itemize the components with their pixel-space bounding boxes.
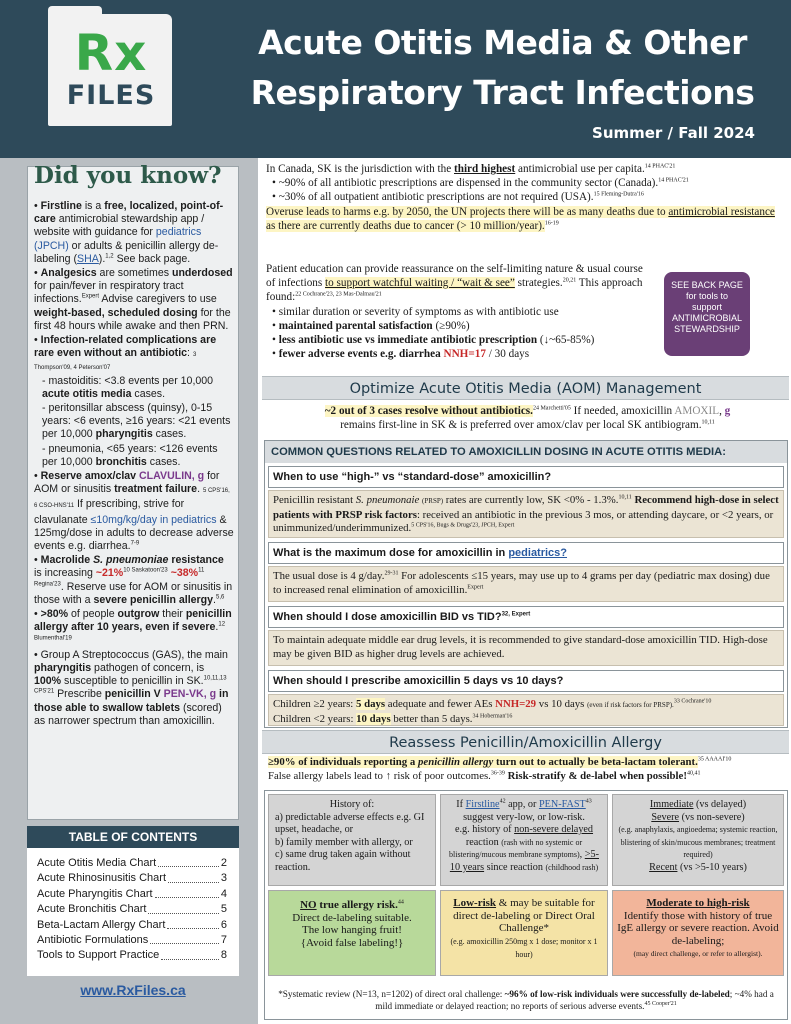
- toc-item[interactable]: [37, 871, 227, 886]
- page-title-line2: Respiratory Tract Infections: [250, 73, 755, 112]
- toc-item[interactable]: [37, 918, 227, 933]
- toc-item-page: 4: [220, 887, 227, 900]
- grid-cell-low-risk: Low-risk & may be suitable for direct de-labeling or Direct Oral Challenge* (e.g. amoxicillin 250mg x 1 dose; monitor x 1 hour): [440, 890, 608, 976]
- toc-item-label: Beta-Lactam Allergy Chart: [37, 918, 166, 931]
- faq-heading: COMMON QUESTIONS RELATED TO AMOXICILLIN DOSING IN ACUTE OTITIS MEDIA:: [265, 441, 787, 463]
- toc-item[interactable]: [37, 948, 227, 963]
- grid-cell-high-risk: Moderate to high-risk Identify those with history of true IgE allergy or severe reaction. Avoid de-labeling; (may direct challenge, or refer to allergist).: [612, 890, 784, 976]
- badge-line: SEE BACK PAGE: [671, 280, 743, 290]
- patient-education-text: Patient education can provide reassurance on the self-limiting nature & usual course of infections to support watchful waiting / “wait & see” strategies.$^{20,21}$ This approach found:$^{22 Cochrane'23, 23 Mas-Dalmau'21}$ • similar duration or severity of symptoms as with antibiotic use • maintained parental satisfaction (≥90%) • less antibiotic use vs immediate antibiotic prescription (↓~65-85%) • fewer adverse events e.g. diarrhea NNH=17 / 30 days: [266, 263, 643, 361]
- toc-item[interactable]: [37, 887, 227, 902]
- logo-rx-text: Rx: [74, 24, 148, 82]
- badge-line: ANTIMICROBIAL: [671, 313, 742, 323]
- faq-answer: Children ≥2 years: 5 days adequate and fewer AEs NNH=29 vs 10 days (even if risk factors for PRSP).$^{33 Cochrane'10}$ Children <2 years: 10 days better than 5 days.$^{34 Hoberman'16}$: [268, 694, 784, 726]
- toc-item-label: Tools to Support Practice: [37, 949, 160, 962]
- grid-cell-no-risk: NO true allergy risk.$^{44}$ Direct de-labeling suitable. The low hanging fruit! {Avoid false labeling!}: [268, 890, 436, 976]
- systematic-review-footnote: *Systematic review (N=13, n=1202) of direct oral challenge: ~96% of low-risk individuals were successfully de-labeled; ~4% had a mild immediate or delayed reaction; no reports of serious adverse events.$^{45 Cooper'21}$: [278, 989, 774, 1011]
- badge-line: for tools to: [685, 291, 729, 301]
- edition-label: Summer / Fall 2024: [592, 124, 755, 142]
- did-you-know-title: Did you know?: [34, 162, 222, 189]
- aom-summary: ~2 out of 3 cases resolve without antibiotics.$^{24 Marchetti'05}$ If needed, amoxicillin AMOXIL, g remains first-line in SK & is preferred over amox/clav per local SK antibiogram.$^{10,11}$: [324, 405, 731, 432]
- did-you-know-body: • Firstline is a free, localized, point-of-care antimicrobial stewardship app / website with guidance for pediatrics (JPCH) or adults & penicillin allergy de-labeling (SHA).$^{1,2}$ See back page. • Analgesics are sometimes underdosed for pain/fever in respiratory tract infections.$^{Expert}$ Advise caregivers to use weight-based, scheduled dosing for the first 48 hours while awake and then PRN. • Infection-related complications are rare even without an antibiotic: 3 Thompson'09, 4 Peterson'07 - mastoiditis: <3.8 events per 10,000 acute otitis media cases. - peritonsillar abscess (quinsy), 0-15 years: <6 events, ≥16 years: <21 events per 10,000 pharyngitis cases. - pneumonia, <65 years: <126 events per 10,000 bronchitis cases. • Reserve amox/clav CLAVULIN, g for AOM or sinusitis treatment failure. 5 CPS'16, 6 CSO-HNS'11 If prescribing, strive for clavulanate ≤10mg/kg/day in pediatrics & 125mg/dose in adults to decrease adverse events e.g. diarrhea.$^{7-9}$ • Macrolide S. pneumoniae resistance is increasing ~21%$^{10 Saskatoon'23}$ ~38%$^{11 Regina'23}$. Reserve use for AOM or sinusitis in those with a severe penicillin allergy.$^{5,6}$ • >80% of people outgrow their penicillin allergy after 10 years, even if severe.$^{12 Blumenthal'19}$ • Group A Streptococcus (GAS), the main pharyngitis pathogen of concern, is 100% susceptible to penicillin in SK.$^{10,11,13 CPS'21}$ Prescribe penicillin V PEN-VK, g in those able to swallow tablets (scored) as narrower spectrum than amoxicillin.: [34, 200, 234, 727]
- allergy-section-heading: Reassess Penicillin/Amoxicillin Allergy: [262, 730, 789, 754]
- faq-question: When to use “high-” vs “standard-dose” amoxicillin?: [268, 466, 784, 488]
- stewardship-badge[interactable]: [664, 272, 750, 356]
- allergy-summary: ≥90% of individuals reporting a penicillin allergy turn out to actually be beta-lactam tolerant.$^{35 AAAAI'10}$ False allergy labels lead to ↑ risk of poor outcomes.$^{36-39}$ Risk-stratify & de-label when possible!$^{40,41}$: [268, 756, 732, 782]
- toc-item-label: Acute Otitis Media Chart: [37, 857, 157, 869]
- intro-text: In Canada, SK is the jurisdiction with the third highest antimicrobial use per capita.$^{14 PHAC'21}$ • ~90% of all antibiotic prescriptions are dispensed in the community sector (Canada).$^{14 PHAC'21}$ • ~30% of all outpatient antibiotic prescriptions are not required (USA).$^{15 Fleming-Dutra'16}$ Overuse leads to harms e.g. by 2050, the UN projects there will be as many deaths due to antimicrobial resistance as there are currently deaths due to cancer (> 10 million/year).$^{16-19}$: [266, 163, 775, 232]
- toc-item-label: Acute Pharyngitis Chart: [37, 887, 153, 900]
- badge-line: STEWARDSHIP: [674, 324, 740, 334]
- faq-answer: To maintain adequate middle ear drug levels, it is recommended to give standard-dose amoxicillin TID. High-dose may be given BID as higher drug levels are achieved.: [268, 630, 784, 666]
- faq-question: When should I dose amoxicillin BID vs TID?$^{32, Expert}$: [268, 606, 784, 628]
- toc-item-page: 5: [220, 903, 227, 916]
- toc-item-page: 3: [220, 872, 227, 885]
- toc-heading: TABLE OF CONTENTS: [27, 826, 239, 848]
- aom-section-heading: Optimize Acute Otitis Media (AOM) Management: [262, 376, 789, 400]
- website-link[interactable]: www.RxFiles.ca: [80, 982, 186, 998]
- table-of-contents: [27, 848, 239, 976]
- toc-item[interactable]: [37, 856, 227, 871]
- toc-item-page: 6: [220, 918, 227, 931]
- grid-cell-history: History of: a) predictable adverse effects e.g. GI upset, headache, or b) family member with allergy, or c) same drug taken again without reaction.: [268, 794, 436, 886]
- badge-line: support: [691, 302, 723, 312]
- grid-cell-lowrisk-tools: If Firstline$^{42}$ app, or PEN-FAST$^{43}$ suggest very-low, or low-risk. e.g. history of non-severe delayed reaction (rash with no systemic or blistering/mucous membrane symptoms), >5-10 years since reaction (childhood rash): [440, 794, 608, 886]
- grid-cell-highrisk-history: Immediate (vs delayed) Severe (vs non-severe) (e.g. anaphylaxis, angioedema; systemic reaction, blistering of skin/mucous membranes; treatment required) Recent (vs >5-10 years): [612, 794, 784, 886]
- logo-files-text: FILES: [66, 80, 156, 111]
- toc-item-label: Acute Rhinosinusitis Chart: [37, 872, 167, 885]
- toc-item-label: Antibiotic Formulations: [37, 934, 149, 947]
- toc-item[interactable]: [37, 902, 227, 917]
- toc-item-page: 7: [220, 934, 227, 947]
- faq-question: What is the maximum dose for amoxicillin in pediatrics?: [268, 542, 784, 564]
- toc-item-page: 2: [220, 857, 227, 869]
- page-title-line1: Acute Otitis Media & Other: [258, 23, 747, 62]
- toc-item[interactable]: [37, 933, 227, 948]
- faq-question: When should I prescribe amoxicillin 5 days vs 10 days?: [268, 670, 784, 692]
- toc-item-page: 8: [220, 949, 227, 962]
- toc-item-label: Acute Bronchitis Chart: [37, 903, 147, 916]
- faq-answer: Penicillin resistant S. pneumonaie (PRSP) rates are currently low, SK <0% - 1.3%.$^{10,11}$ Recommend high-dose in select patients with PRSP risk factors: received an antibiotic in the previous 3 mos, or attending daycare, or <2 years, or unimmunized/underimmunized.$^{5 CPS'16, Bugs \& Drugs'23, JPCH, Expert}$: [268, 490, 784, 538]
- faq-answer: The usual dose is 4 g/day.$^{29-31}$ For adolescents ≤15 years, may use up to 4 grams per day (pediatric max dosing) due to increased renal elimination of amoxicillin.$^{Expert}$: [268, 566, 784, 602]
